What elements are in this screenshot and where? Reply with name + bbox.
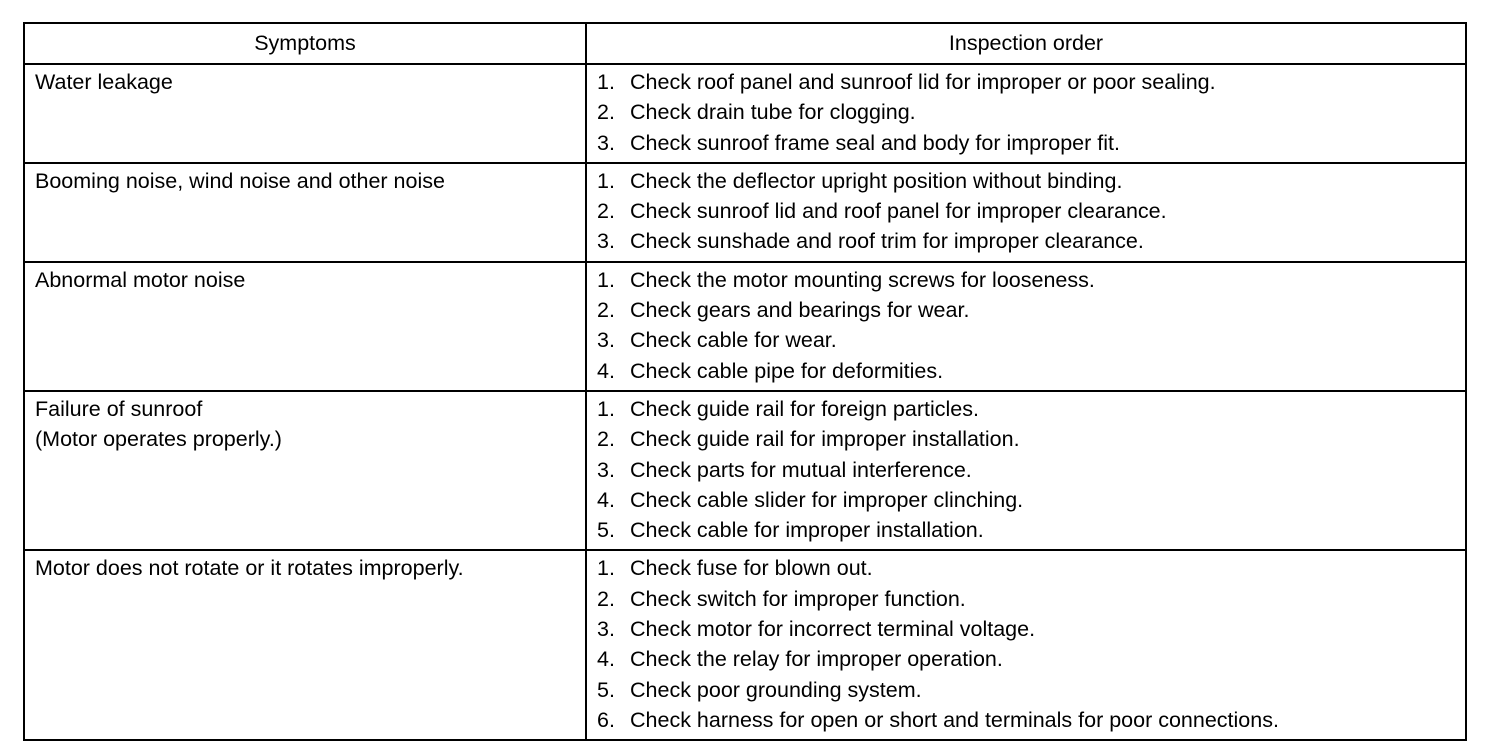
inspection-step [597, 97, 1457, 127]
step-text: Check the motor mounting screws for looseness. [630, 267, 1095, 292]
step-number: 3. [597, 328, 615, 353]
step-number: 1. [597, 168, 615, 193]
symptom-cell [24, 163, 586, 262]
inspection-step [597, 455, 1457, 485]
inspection-step [597, 356, 1457, 386]
inspection-cell [586, 550, 1466, 740]
step-text: Check cable for wear. [630, 328, 837, 353]
step-number: 4. [597, 487, 615, 512]
symptom-cell [24, 64, 586, 163]
step-number: 1. [597, 396, 615, 421]
symptom-inspection-table [23, 22, 1467, 741]
step-number: 2. [597, 100, 615, 125]
symptom-text: Booming noise, wind noise and other noise [35, 168, 445, 193]
step-text: Check guide rail for foreign particles. [630, 396, 979, 421]
step-text: Check drain tube for clogging. [630, 100, 916, 125]
step-number: 1. [597, 556, 615, 581]
step-text: Check gears and bearings for wear. [630, 298, 970, 323]
step-text: Check parts for mutual interference. [630, 457, 972, 482]
step-number: 2. [597, 586, 615, 611]
symptom-text: (Motor operates properly.) [35, 427, 282, 452]
step-text: Check fuse for blown out. [630, 556, 873, 581]
step-number: 2. [597, 199, 615, 224]
step-number: 5. [597, 518, 615, 543]
symptom-text: Failure of sunroof [35, 396, 203, 421]
table-row [24, 64, 1466, 163]
table-row [24, 163, 1466, 262]
symptom-cell [24, 391, 586, 550]
table-body [24, 64, 1466, 740]
step-text: Check motor for incorrect terminal voltage. [630, 617, 1036, 642]
table-row [24, 550, 1466, 740]
step-text: Check sunshade and roof trim for improper clearance. [630, 229, 1144, 254]
header-symptoms: Symptoms [24, 23, 586, 64]
inspection-step [597, 265, 1457, 295]
step-text: Check roof panel and sunroof lid for improper or poor sealing. [630, 70, 1216, 94]
inspection-step [597, 128, 1457, 158]
step-number: 1. [597, 70, 615, 94]
inspection-step [597, 67, 1457, 97]
inspection-step [597, 325, 1457, 355]
table-row [24, 262, 1466, 391]
inspection-step [597, 614, 1457, 644]
step-number: 3. [597, 229, 615, 254]
inspection-step [597, 675, 1457, 705]
inspection-step [597, 394, 1457, 424]
step-text: Check cable slider for improper clinching. [630, 487, 1024, 512]
step-text: Check sunroof frame seal and body for improper fit. [630, 130, 1120, 155]
table-row [24, 391, 1466, 550]
step-text: Check switch for improper function. [630, 586, 966, 611]
step-number: 1. [597, 267, 615, 292]
inspection-cell [586, 64, 1466, 163]
header-row [24, 23, 1466, 64]
inspection-step [597, 515, 1457, 545]
step-number: 2. [597, 427, 615, 452]
inspection-step [597, 553, 1457, 583]
step-text: Check the relay for improper operation. [630, 647, 1003, 672]
step-number: 3. [597, 457, 615, 482]
step-text: Check poor grounding system. [630, 677, 922, 702]
step-text: Check cable for improper installation. [630, 518, 984, 543]
inspection-cell [586, 262, 1466, 391]
symptom-cell [24, 262, 586, 391]
step-text: Check harness for open or short and terminals for poor connections. [630, 707, 1279, 732]
header-inspection-order: Inspection order [586, 23, 1466, 64]
inspection-step [597, 226, 1457, 256]
step-number: 5. [597, 677, 615, 702]
inspection-step [597, 644, 1457, 674]
step-text: Check guide rail for improper installation. [630, 427, 1020, 452]
symptom-text: Abnormal motor noise [35, 267, 246, 292]
step-number: 2. [597, 298, 615, 323]
step-text: Check sunroof lid and roof panel for improper clearance. [630, 199, 1167, 224]
inspection-step [597, 295, 1457, 325]
step-number: 6. [597, 707, 615, 732]
symptom-text: Motor does not rotate or it rotates improperly. [35, 556, 464, 581]
step-text: Check the deflector upright position without binding. [630, 168, 1123, 193]
symptom-text: Water leakage [35, 70, 173, 94]
inspection-step [597, 196, 1457, 226]
inspection-cell [586, 163, 1466, 262]
step-text: Check cable pipe for deformities. [630, 358, 944, 383]
inspection-step [597, 584, 1457, 614]
inspection-step [597, 705, 1457, 735]
inspection-cell [586, 391, 1466, 550]
inspection-step [597, 485, 1457, 515]
step-number: 4. [597, 647, 615, 672]
symptom-cell [24, 550, 586, 740]
inspection-step [597, 166, 1457, 196]
step-number: 3. [597, 130, 615, 155]
step-number: 3. [597, 617, 615, 642]
step-number: 4. [597, 358, 615, 383]
inspection-step [597, 424, 1457, 454]
